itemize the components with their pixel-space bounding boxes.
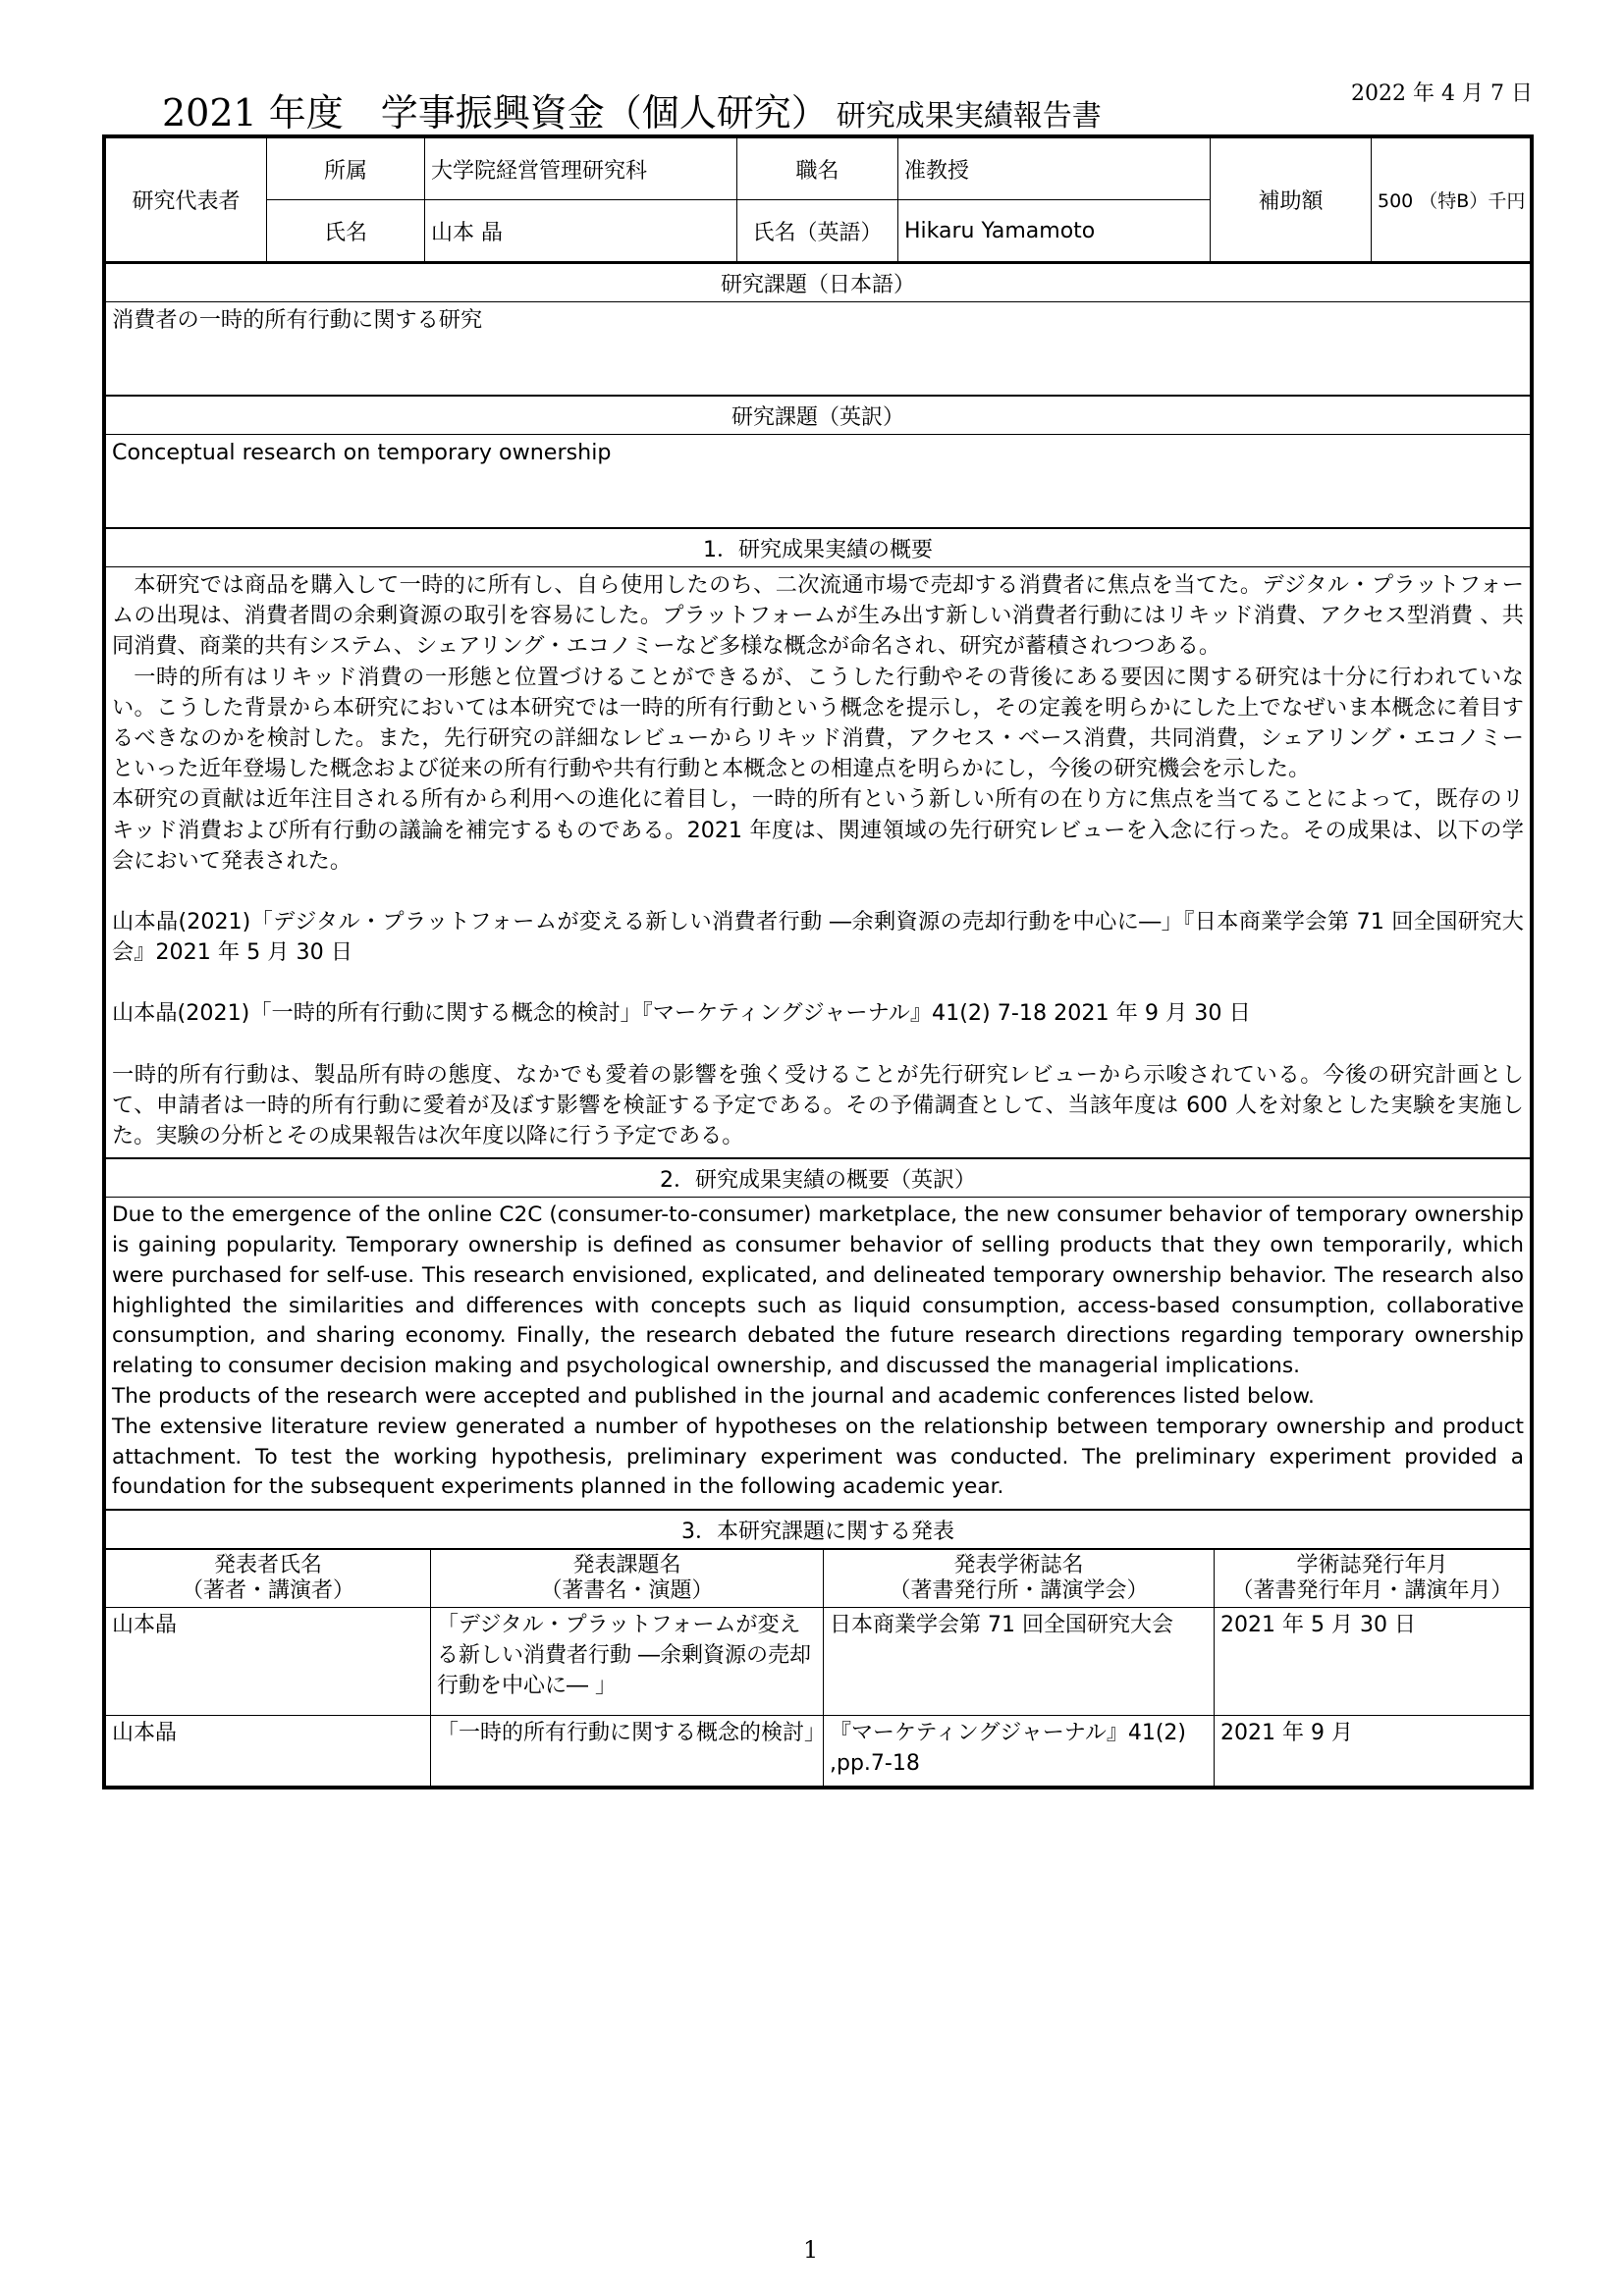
table-row [106,1716,1531,1787]
affiliation-value: 大学院経営管理研究科 [425,138,737,200]
summary-ja-reference: 山本晶(2021)「一時的所有行動に関する概念的検討」『マーケティングジャーナル』41(2) 7-18 2021 年 9 月 30 日 [112,1000,1251,1027]
summary-en-body [106,1198,1531,1510]
pub-author: 山本晶 [106,1608,431,1716]
title-main: 2021 年度 学事振興資金（個人研究） [162,91,829,134]
publications-table [105,1549,1531,1787]
summary-en-heading: 2．研究成果実績の概要（英訳） [106,1158,1531,1198]
position-value: 准教授 [898,138,1211,200]
pub-venue: 日本商業学会第 71 回全国研究大会 [824,1608,1215,1716]
summary-ja-paragraph: 本研究の貢献は近年注目される所有から利用への進化に着目し，一時的所有という新しい所有の在り方に焦点を当てることによって，既存のリキッド消費および所有行動の議論を補完するものである。2021 年度は、関連領域の先行研究レビューを入念に行った。その成果は、以下の学会において発表された。 [112,786,1524,874]
publications-heading: 3．本研究課題に関する発表 [106,1510,1531,1549]
title-sub: 研究成果実績報告書 [836,99,1102,133]
topic-en-text: Conceptual research on temporary ownership [106,435,1531,529]
col-header-title: 発表課題名 （著書名・演題） [431,1550,824,1608]
name-label: 氏名 [267,200,425,262]
info-table [105,137,1531,262]
summary-ja-reference: 山本晶(2021)「デジタル・プラットフォームが変える新しい消費者行動 ―余剰資源の売却行動を中心に―」『日本商業学会第 71 回全国研究大会』2021 年 5 月 30 日 [112,909,1524,966]
report-date: 2022 年 4 月 7 日 [1351,81,1533,106]
name-en-label: 氏名（英語） [737,200,898,262]
grant-label: 補助額 [1211,138,1372,262]
content-table [105,262,1531,1549]
col-header-date: 学術誌発行年月 （著書発行年月・講演年月） [1215,1550,1531,1608]
table-row [106,1608,1531,1716]
page-number: 1 [803,2236,819,2264]
topic-ja-heading: 研究課題（日本語） [106,263,1531,302]
topic-en-heading: 研究課題（英訳） [106,396,1531,435]
summary-en-paragraph: Due to the emergence of the online C2C (consumer-to-consumer) marketplace, the new consumer behavior of temporary ownership is gaining popularity. Temporary ownership is defined as consumer behavior of selling products that they own temporarily, which were purchased for self-use. This research envisioned, explicated, and delineated temporary ownership behavior. The research also highlighted the similarities and differences with concepts such as liquid consumption, access-based consumption, collaborative consumption, and sharing economy. Finally, the research debated the future research directions regarding temporary ownership relating to consumer decision making and psychological ownership, and discussed the managerial implications. [112,1202,1524,1379]
report-form [102,134,1534,1789]
summary-ja-heading: 1．研究成果実績の概要 [106,528,1531,567]
name-value: 山本 晶 [425,200,737,262]
summary-en-paragraph: The extensive literature review generated a number of hypotheses on the relationship between temporary ownership and product attachment. To test the working hypothesis, preliminary experiment was conducted. The preliminary experiment provided a foundation for the subsequent experiments planned in the following academic year. [112,1414,1524,1500]
name-en-value: Hikaru Yamamoto [898,200,1211,262]
summary-ja-paragraph: 一時的所有行動は、製品所有時の態度、なかでも愛着の影響を強く受けることが先行研究レビューから示唆されている。今後の研究計画として、申請者は一時的所有行動に愛着が及ぼす影響を検証する予定である。その予備調査として、当該年度は 600 人を対象とした実験を実施した。実験の分析とその成果報告は次年度以降に行う予定である。 [112,1061,1524,1149]
topic-ja-text: 消費者の一時的所有行動に関する研究 [106,302,1531,397]
position-label: 職名 [737,138,898,200]
pub-author: 山本晶 [106,1716,431,1787]
pub-date: 2021 年 5 月 30 日 [1215,1608,1531,1716]
summary-ja-body [106,567,1531,1159]
pub-title: 「一時的所有行動に関する概念的検討」 [431,1716,824,1787]
pub-venue: 『マーケティングジャーナル』41(2) ,pp.7-18 [824,1716,1215,1787]
summary-en-paragraph: The products of the research were accepted and published in the journal and academic conferences listed below. [112,1384,1315,1410]
col-header-author: 発表者氏名 （著者・講演者） [106,1550,431,1608]
representative-label: 研究代表者 [106,138,267,262]
affiliation-label: 所属 [267,138,425,200]
col-header-venue: 発表学術誌名 （著書発行所・講演学会） [824,1550,1215,1608]
summary-ja-paragraph: 本研究では商品を購入して一時的に所有し、自ら使用したのち、二次流通市場で売却する消費者に焦点を当てた。デジタル・プラットフォームの出現は、消費者間の余剰資源の取引を容易にした。プラットフォームが生み出す新しい消費者行動にはリキッド消費、アクセス型消費 、共同消費、商業的共有システム、シェアリング・エコノミーなど多様な概念が命名され、研究が蓄積されつつある。 [112,572,1524,660]
pub-title: 「デジタル・プラットフォームが変える新しい消費者行動 ―余剰資源の売却行動を中心に― 」 [431,1608,824,1716]
pub-date: 2021 年 9 月 [1215,1716,1531,1787]
grant-value: 500 （特B）千円 [1372,138,1531,262]
page-title [162,82,1102,136]
summary-ja-paragraph: 一時的所有はリキッド消費の一形態と位置づけることができるが、こうした行動やその背後にある要因に関する研究は十分に行われていない。こうした背景から本研究においては本研究では一時的所有行動という概念を提示し，その定義を明らかにした上でなぜいま本概念に着目するべきなのかを検討した。また，先行研究の詳細なレビューからリキッド消費，アクセス・ベース消費，共同消費，シェアリング・エコノミーといった近年登場した概念および従来の所有行動や共有行動と本概念との相違点を明らかにし，今後の研究機会を示した。 [112,664,1524,782]
